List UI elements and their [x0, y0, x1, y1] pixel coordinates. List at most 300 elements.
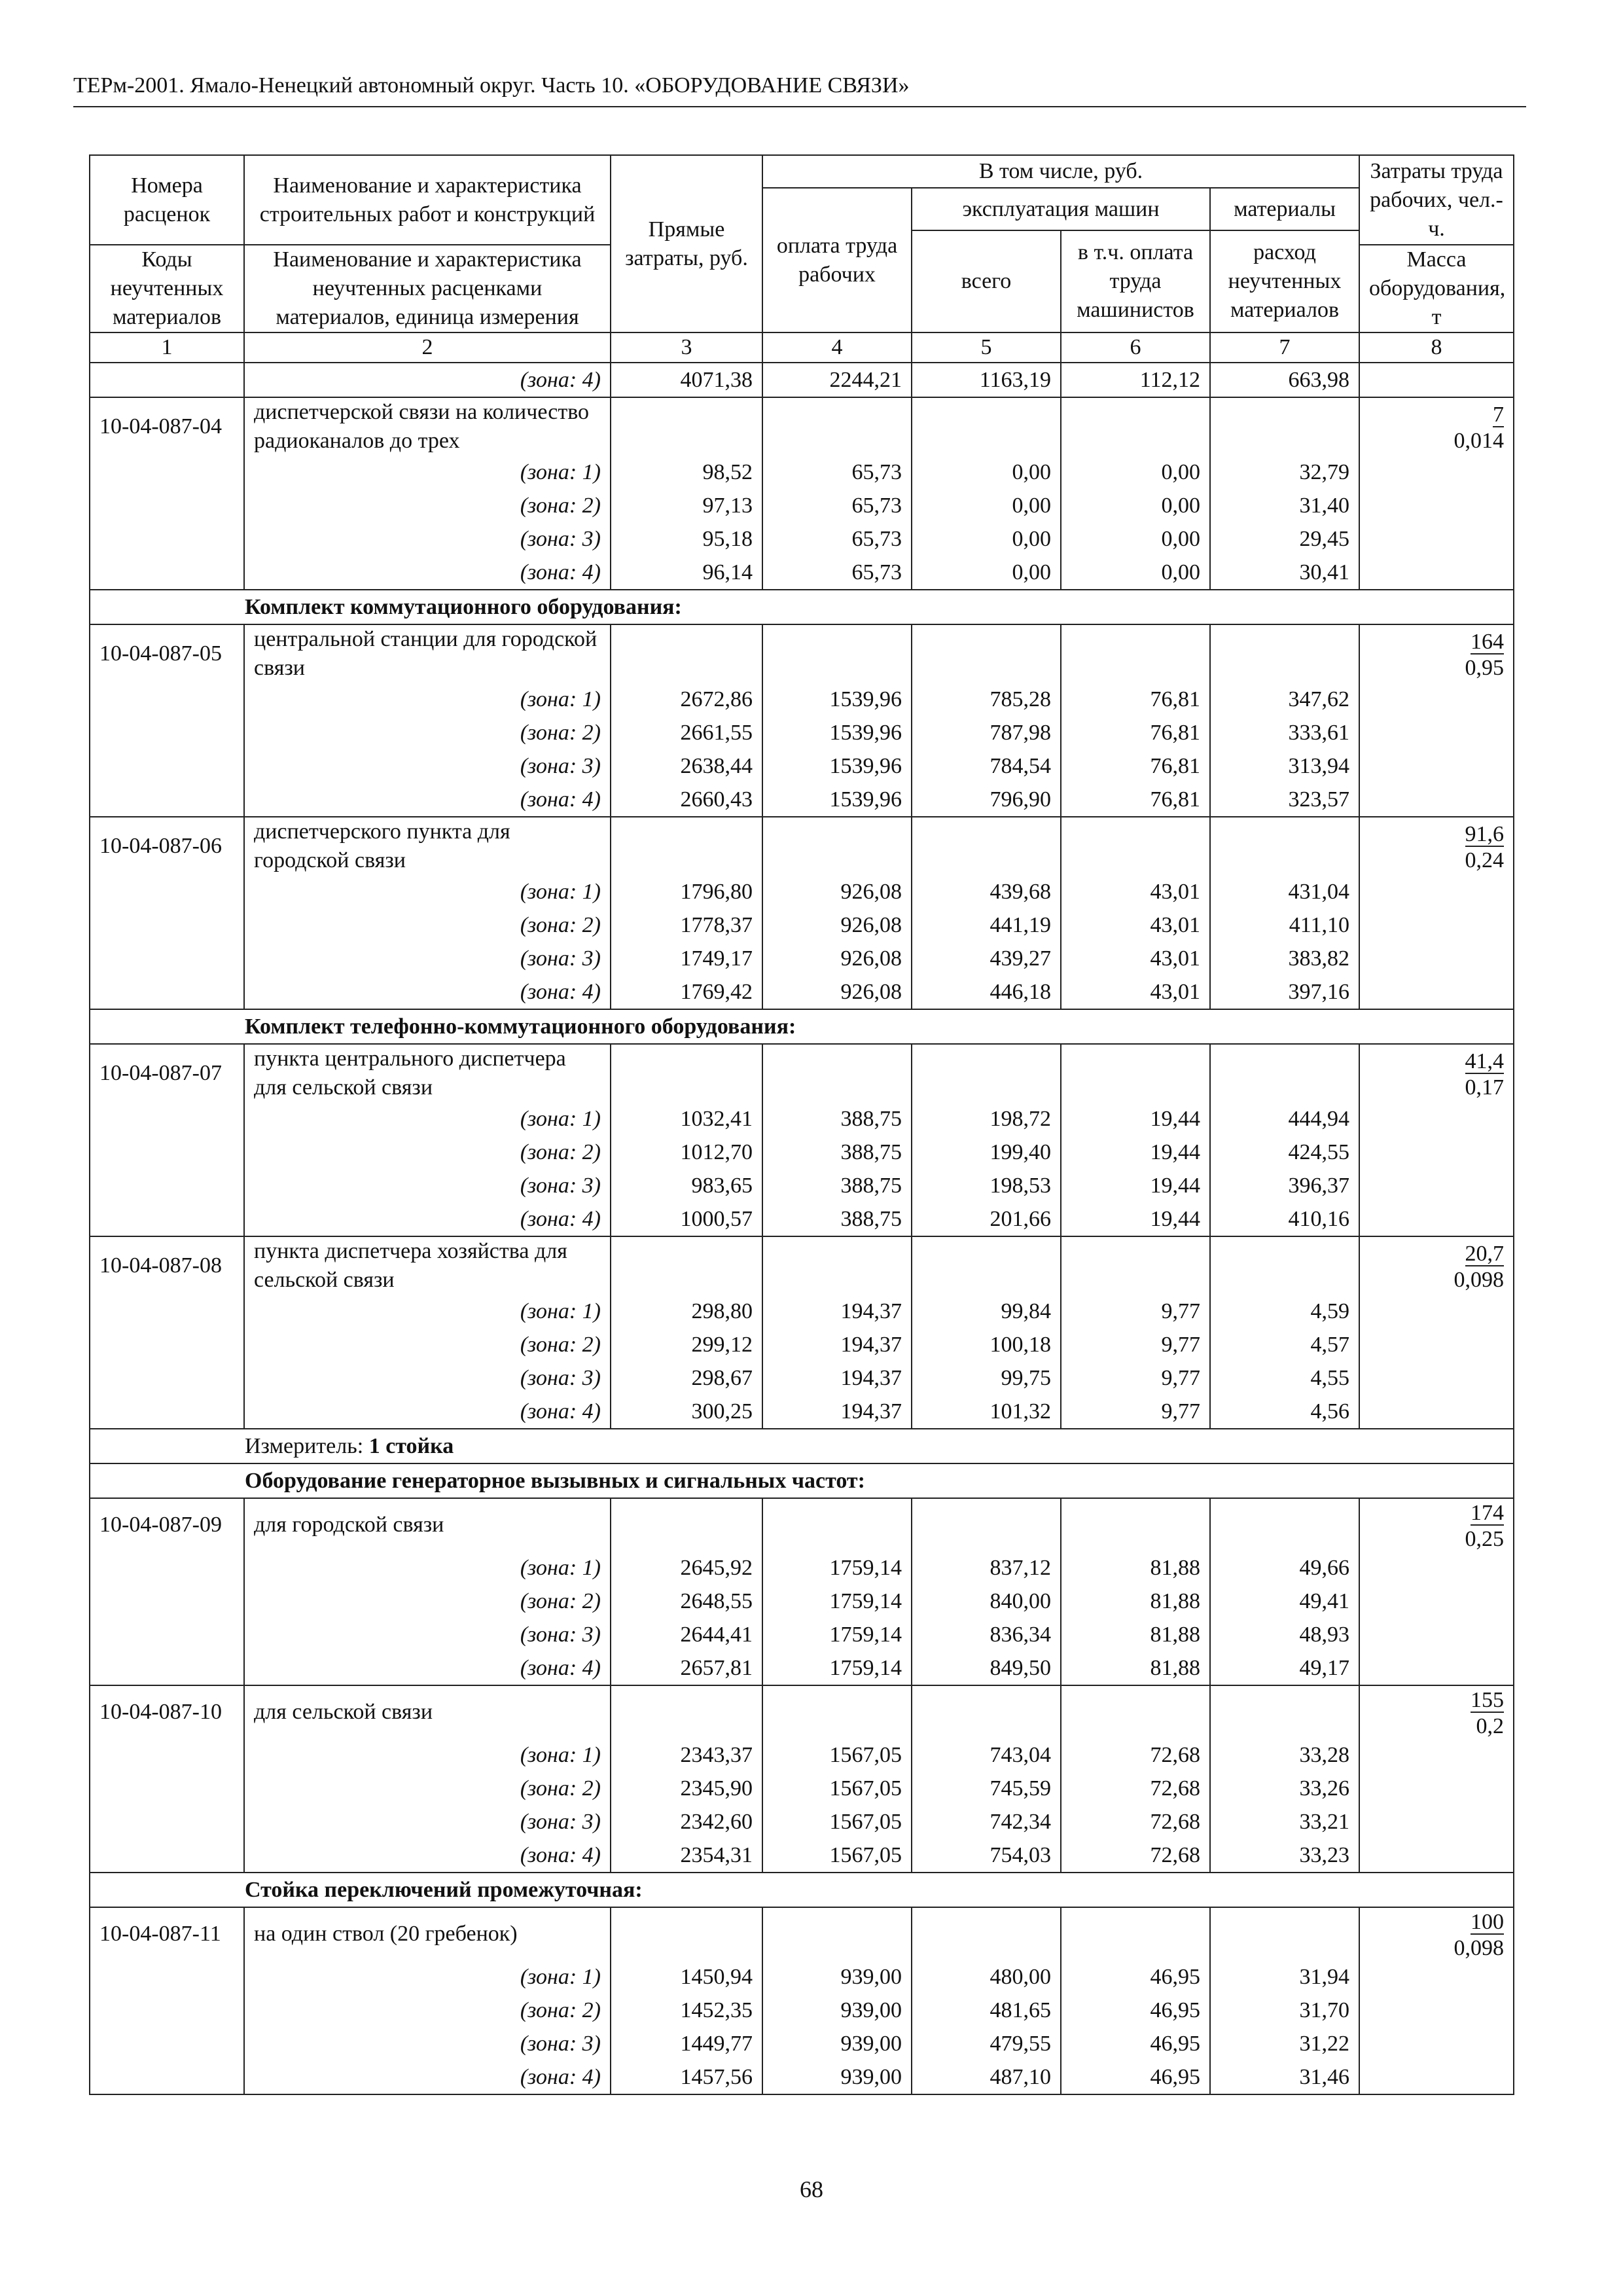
machine-total: 198,53	[912, 1169, 1061, 1202]
direct-cost: 2354,31	[611, 1839, 762, 1873]
zone-row	[90, 1395, 1514, 1429]
equipment-mass: 0,098	[1454, 1268, 1504, 1292]
col-code-top: Номера расценок	[90, 155, 244, 245]
direct-cost: 2644,41	[611, 1618, 762, 1651]
machine-total: 0,00	[912, 522, 1061, 556]
zone-row	[90, 1202, 1514, 1236]
equipment-mass: 0,17	[1465, 1075, 1504, 1100]
labor-pay: 65,73	[762, 456, 912, 489]
labor-mass-cell	[1359, 1618, 1514, 1651]
zone-row	[90, 489, 1514, 522]
empty-cell	[611, 1236, 762, 1295]
machine-total: 487,10	[912, 2060, 1061, 2094]
direct-cost: 4071,38	[611, 363, 762, 397]
section-title: Комплект коммутационного оборудования:	[245, 594, 682, 619]
zone-row	[90, 908, 1514, 942]
materials-cost: 333,61	[1210, 716, 1359, 749]
direct-cost: 1450,94	[611, 1960, 762, 1994]
labor-mass-cell	[1359, 556, 1514, 590]
labor-pay: 65,73	[762, 522, 912, 556]
machine-labor: 76,81	[1061, 683, 1210, 716]
labor-pay: 1759,14	[762, 1651, 912, 1685]
rate-code: 10-04-087-08	[90, 1236, 244, 1295]
rate-code: 10-04-087-07	[90, 1044, 244, 1102]
code-cell	[90, 456, 244, 489]
labor-pay: 194,37	[762, 1361, 912, 1395]
code-cell	[90, 363, 244, 397]
materials-cost: 397,16	[1210, 975, 1359, 1009]
zone-label: (зона: 2)	[244, 1328, 611, 1361]
direct-cost: 97,13	[611, 489, 762, 522]
direct-cost: 983,65	[611, 1169, 762, 1202]
materials-cost: 444,94	[1210, 1102, 1359, 1136]
labor-mass-cell	[1359, 456, 1514, 489]
zone-row	[90, 2027, 1514, 2060]
col-number: 5	[912, 332, 1061, 363]
zone-label: (зона: 3)	[244, 1805, 611, 1839]
labor-mass-cell	[1359, 817, 1514, 875]
zone-row	[90, 1738, 1514, 1772]
machine-total: 199,40	[912, 1136, 1061, 1169]
direct-cost: 1778,37	[611, 908, 762, 942]
empty-cell	[762, 1236, 912, 1295]
labor-pay: 926,08	[762, 875, 912, 908]
rate-row	[90, 1685, 1514, 1738]
labor-pay: 926,08	[762, 908, 912, 942]
machine-labor: 81,88	[1061, 1618, 1210, 1651]
labor-pay: 388,75	[762, 1136, 912, 1169]
empty-cell	[611, 397, 762, 456]
col-name-top: Наименование и характеристика строительных работ и конструкций	[244, 155, 611, 245]
machine-total: 439,27	[912, 942, 1061, 975]
zone-row	[90, 1618, 1514, 1651]
empty-cell	[912, 1044, 1061, 1102]
direct-cost: 2648,55	[611, 1585, 762, 1618]
machine-total: 0,00	[912, 456, 1061, 489]
machine-labor: 76,81	[1061, 783, 1210, 817]
labor-mass-cell	[1359, 1498, 1514, 1551]
materials-cost: 49,41	[1210, 1585, 1359, 1618]
machine-total: 480,00	[912, 1960, 1061, 1994]
zone-row	[90, 749, 1514, 783]
zone-row	[90, 683, 1514, 716]
labor-mass-cell	[1359, 1136, 1514, 1169]
materials-cost: 49,66	[1210, 1551, 1359, 1585]
zone-label: (зона: 3)	[244, 1618, 611, 1651]
labor-pay: 194,37	[762, 1395, 912, 1429]
machine-total: 201,66	[912, 1202, 1061, 1236]
rate-name: для городской связи	[244, 1498, 611, 1551]
empty-cell	[1210, 397, 1359, 456]
machine-labor: 0,00	[1061, 522, 1210, 556]
materials-cost: 31,40	[1210, 489, 1359, 522]
section-row	[90, 1873, 1514, 1907]
labor-mass-cell	[1359, 908, 1514, 942]
labor-mass-cell	[1359, 716, 1514, 749]
empty-cell	[1210, 1044, 1359, 1102]
empty-cell	[1061, 397, 1210, 456]
direct-cost: 2657,81	[611, 1651, 762, 1685]
col-machines: эксплуатация машин	[912, 188, 1210, 230]
equipment-mass: 0,2	[1476, 1714, 1504, 1738]
code-cell	[90, 1169, 244, 1202]
rate-name: на один ствол (20 гребенок)	[244, 1907, 611, 1960]
zone-label: (зона: 4)	[244, 975, 611, 1009]
machine-total: 745,59	[912, 1772, 1061, 1805]
empty-cell	[912, 397, 1061, 456]
section-row-5	[90, 1873, 1514, 1907]
empty-cell	[1061, 1498, 1210, 1551]
zone-label: (зона: 2)	[244, 908, 611, 942]
direct-cost: 95,18	[611, 522, 762, 556]
zone-label: (зона: 3)	[244, 522, 611, 556]
labor-pay: 1539,96	[762, 683, 912, 716]
direct-cost: 1032,41	[611, 1102, 762, 1136]
rate-name: центральной станции для городской связи	[244, 624, 611, 683]
empty-cell	[1210, 817, 1359, 875]
labor-cost: 7	[1493, 403, 1504, 427]
labor-mass-cell	[1359, 1236, 1514, 1295]
zone-label: (зона: 2)	[244, 489, 611, 522]
machine-labor: 112,12	[1061, 363, 1210, 397]
machine-labor: 46,95	[1061, 1960, 1210, 1994]
materials-cost: 4,57	[1210, 1328, 1359, 1361]
direct-cost: 300,25	[611, 1395, 762, 1429]
labor-mass-cell	[1359, 1361, 1514, 1395]
empty-cell	[1210, 624, 1359, 683]
labor-mass-cell	[1359, 1994, 1514, 2027]
labor-pay: 1567,05	[762, 1805, 912, 1839]
empty-cell	[611, 1685, 762, 1738]
section-title: Оборудование генераторное вызывных и сигнальных частот:	[245, 1468, 865, 1493]
code-cell	[90, 1839, 244, 1873]
zone-label: (зона: 1)	[244, 1551, 611, 1585]
machine-labor: 19,44	[1061, 1169, 1210, 1202]
rates-table	[89, 154, 1514, 2095]
materials-cost: 33,21	[1210, 1805, 1359, 1839]
rate-code: 10-04-087-05	[90, 624, 244, 683]
col-number: 3	[611, 332, 762, 363]
direct-cost: 1769,42	[611, 975, 762, 1009]
empty-cell	[912, 1685, 1061, 1738]
rate-code: 10-04-087-09	[90, 1498, 244, 1551]
materials-cost: 49,17	[1210, 1651, 1359, 1685]
labor-mass-cell	[1359, 1295, 1514, 1328]
empty-cell	[762, 1907, 912, 1960]
machine-labor: 46,95	[1061, 2027, 1210, 2060]
col-number: 1	[90, 332, 244, 363]
empty-cell	[1061, 624, 1210, 683]
table-body	[90, 363, 1514, 2094]
code-cell	[90, 2060, 244, 2094]
code-cell	[90, 1585, 244, 1618]
empty-cell	[912, 1907, 1061, 1960]
machine-labor: 9,77	[1061, 1361, 1210, 1395]
machine-total: 742,34	[912, 1805, 1061, 1839]
empty-cell	[762, 624, 912, 683]
empty-cell	[1210, 1685, 1359, 1738]
rate-code: 10-04-087-04	[90, 397, 244, 456]
materials-cost: 48,93	[1210, 1618, 1359, 1651]
col-mach-total: всего	[912, 230, 1061, 332]
zone-label: (зона: 4)	[244, 1202, 611, 1236]
labor-cost: 20,7	[1465, 1242, 1504, 1266]
materials-cost: 383,82	[1210, 942, 1359, 975]
zone-row	[90, 1328, 1514, 1361]
labor-mass-cell	[1359, 1551, 1514, 1585]
materials-cost: 4,55	[1210, 1361, 1359, 1395]
direct-cost: 2342,60	[611, 1805, 762, 1839]
labor-mass-cell	[1359, 1202, 1514, 1236]
zone-label: (зона: 3)	[244, 1169, 611, 1202]
rate-code: 10-04-087-11	[90, 1907, 244, 1960]
direct-cost: 2343,37	[611, 1738, 762, 1772]
materials-cost: 31,94	[1210, 1960, 1359, 1994]
materials-cost: 33,26	[1210, 1772, 1359, 1805]
zone-row	[90, 1169, 1514, 1202]
rate-code: 10-04-087-06	[90, 817, 244, 875]
machine-total: 99,84	[912, 1295, 1061, 1328]
zone-row	[90, 875, 1514, 908]
section-unit: 1 стойка	[368, 1433, 454, 1458]
machine-total: 0,00	[912, 556, 1061, 590]
zone-row	[90, 1585, 1514, 1618]
labor-mass-cell	[1359, 2060, 1514, 2094]
code-cell	[90, 1960, 244, 1994]
labor-mass-cell	[1359, 1960, 1514, 1994]
zone-row	[90, 975, 1514, 1009]
rate-name: диспетчерского пункта для городской связи	[244, 817, 611, 875]
code-cell	[90, 556, 244, 590]
labor-mass-cell	[1359, 1907, 1514, 1960]
labor-mass-cell	[1359, 749, 1514, 783]
section-row	[90, 590, 1514, 624]
machine-total: 198,72	[912, 1102, 1061, 1136]
machine-total: 441,19	[912, 908, 1061, 942]
labor-pay: 194,37	[762, 1328, 912, 1361]
labor-pay: 65,73	[762, 556, 912, 590]
empty-cell	[611, 1907, 762, 1960]
section-title: Стойка переключений промежуточная:	[245, 1877, 643, 1902]
rate-row	[90, 817, 1514, 875]
labor-pay: 1567,05	[762, 1772, 912, 1805]
zone-label: (зона: 1)	[244, 1738, 611, 1772]
empty-cell	[762, 817, 912, 875]
labor-pay: 2244,21	[762, 363, 912, 397]
empty-cell	[912, 624, 1061, 683]
machine-labor: 43,01	[1061, 975, 1210, 1009]
machine-total: 100,18	[912, 1328, 1061, 1361]
labor-pay: 1539,96	[762, 749, 912, 783]
machine-total: 785,28	[912, 683, 1061, 716]
labor-mass-cell	[1359, 2027, 1514, 2060]
code-cell	[90, 1136, 244, 1169]
labor-mass-cell	[1359, 397, 1514, 456]
zone-label: (зона: 2)	[244, 716, 611, 749]
zone-label: (зона: 3)	[244, 1361, 611, 1395]
code-cell	[90, 1551, 244, 1585]
zone-row	[90, 556, 1514, 590]
empty-cell	[912, 1498, 1061, 1551]
materials-cost: 347,62	[1210, 683, 1359, 716]
section-row-4	[90, 1463, 1514, 1498]
machine-total: 481,65	[912, 1994, 1061, 2027]
col-mass: Масса оборудования, т	[1359, 245, 1514, 332]
labor-pay: 939,00	[762, 2060, 912, 2094]
labor-pay: 388,75	[762, 1102, 912, 1136]
zone-label: (зона: 1)	[244, 1960, 611, 1994]
labor-mass-cell	[1359, 624, 1514, 683]
labor-cost: 100	[1471, 1910, 1504, 1934]
machine-labor: 76,81	[1061, 749, 1210, 783]
equipment-mass: 0,098	[1454, 1936, 1504, 1960]
zone-row	[90, 783, 1514, 817]
machine-labor: 76,81	[1061, 716, 1210, 749]
machine-total: 101,32	[912, 1395, 1061, 1429]
code-cell	[90, 783, 244, 817]
code-cell	[90, 1994, 244, 2027]
labor-mass-cell	[1359, 942, 1514, 975]
materials-cost: 424,55	[1210, 1136, 1359, 1169]
materials-cost: 411,10	[1210, 908, 1359, 942]
section-row-2	[90, 1009, 1514, 1044]
materials-cost: 431,04	[1210, 875, 1359, 908]
code-cell	[90, 1395, 244, 1429]
machine-labor: 19,44	[1061, 1102, 1210, 1136]
labor-mass-cell	[1359, 1328, 1514, 1361]
code-cell	[90, 1202, 244, 1236]
zone-row	[90, 1772, 1514, 1805]
zone-row	[90, 1651, 1514, 1685]
empty-cell	[1210, 1498, 1359, 1551]
zone-label: (зона: 3)	[244, 942, 611, 975]
rate-row	[90, 1907, 1514, 1960]
rate-name: диспетчерской связи на количество радиоканалов до трех	[244, 397, 611, 456]
col-number: 6	[1061, 332, 1210, 363]
labor-mass-cell	[1359, 683, 1514, 716]
labor-pay: 1567,05	[762, 1738, 912, 1772]
machine-total: 439,68	[912, 875, 1061, 908]
empty-cell	[762, 1685, 912, 1738]
zone-label: (зона: 1)	[244, 1295, 611, 1328]
empty-cell	[611, 1044, 762, 1102]
zone-label: (зона: 4)	[244, 783, 611, 817]
machine-labor: 43,01	[1061, 908, 1210, 942]
code-cell	[90, 716, 244, 749]
machine-labor: 9,77	[1061, 1328, 1210, 1361]
col-number: 8	[1359, 332, 1514, 363]
zone-row	[90, 1960, 1514, 1994]
col-number: 4	[762, 332, 912, 363]
zone-label: (зона: 2)	[244, 1136, 611, 1169]
materials-cost: 323,57	[1210, 783, 1359, 817]
labor-mass-cell	[1359, 1651, 1514, 1685]
materials-cost: 31,46	[1210, 2060, 1359, 2094]
empty-cell	[1061, 817, 1210, 875]
labor-mass-cell	[1359, 1685, 1514, 1738]
zone-row	[90, 1136, 1514, 1169]
section-title: Комплект телефонно-коммутационного оборудования:	[245, 1014, 796, 1039]
col-code-bottom: Коды неучтенных материалов	[90, 245, 244, 332]
code-cell	[90, 749, 244, 783]
machine-labor: 19,44	[1061, 1202, 1210, 1236]
rate-row	[90, 624, 1514, 683]
zone-label: (зона: 4)	[244, 556, 611, 590]
machine-labor: 46,95	[1061, 1994, 1210, 2027]
labor-cost: 174	[1471, 1501, 1504, 1525]
labor-mass-cell	[1359, 1102, 1514, 1136]
materials-cost: 4,59	[1210, 1295, 1359, 1328]
labor-pay: 1759,14	[762, 1585, 912, 1618]
zone-row	[90, 2060, 1514, 2094]
rate-name: пункта диспетчера хозяйства для сельской связи	[244, 1236, 611, 1295]
zone-row	[90, 1295, 1514, 1328]
direct-cost: 1012,70	[611, 1136, 762, 1169]
labor-pay: 939,00	[762, 2027, 912, 2060]
machine-labor: 72,68	[1061, 1738, 1210, 1772]
materials-cost: 396,37	[1210, 1169, 1359, 1202]
page-header: ТЕРм-2001. Ямало-Ненецкий автономный округ. Часть 10. «ОБОРУДОВАНИЕ СВЯЗИ»	[73, 73, 910, 98]
labor-mass-cell	[1359, 1839, 1514, 1873]
machine-total: 479,55	[912, 2027, 1061, 2060]
zone-label: (зона: 4)	[244, 363, 611, 397]
col-incl: В том числе, руб.	[762, 155, 1359, 188]
labor-cost: 164	[1471, 630, 1504, 654]
zone-label: (зона: 1)	[244, 1102, 611, 1136]
section-row	[90, 1009, 1514, 1044]
zone-label: (зона: 1)	[244, 683, 611, 716]
machine-total: 840,00	[912, 1585, 1061, 1618]
machine-labor: 81,88	[1061, 1551, 1210, 1585]
equipment-mass: 0,014	[1454, 429, 1504, 453]
labor-mass-cell	[1359, 489, 1514, 522]
direct-cost: 2345,90	[611, 1772, 762, 1805]
labor-pay: 388,75	[762, 1202, 912, 1236]
equipment-mass: 0,24	[1465, 848, 1504, 872]
labor-mass-cell	[1359, 875, 1514, 908]
labor-pay: 1539,96	[762, 783, 912, 817]
rate-code: 10-04-087-10	[90, 1685, 244, 1738]
materials-cost: 410,16	[1210, 1202, 1359, 1236]
zone-label: (зона: 2)	[244, 1585, 611, 1618]
rate-row	[90, 1498, 1514, 1551]
zone-row	[90, 1994, 1514, 2027]
empty-cell	[1061, 1685, 1210, 1738]
machine-total: 784,54	[912, 749, 1061, 783]
section-prefix: Измеритель:	[245, 1433, 369, 1458]
direct-cost: 2638,44	[611, 749, 762, 783]
labor-mass-cell	[1359, 1738, 1514, 1772]
materials-cost: 31,70	[1210, 1994, 1359, 2027]
labor-pay: 65,73	[762, 489, 912, 522]
equipment-mass: 0,95	[1465, 656, 1504, 680]
code-cell	[90, 1772, 244, 1805]
code-cell	[90, 1102, 244, 1136]
machine-total: 849,50	[912, 1651, 1061, 1685]
empty-cell	[611, 817, 762, 875]
section-row	[90, 1429, 1514, 1463]
labor-mass-cell	[1359, 1395, 1514, 1429]
labor-pay: 939,00	[762, 1994, 912, 2027]
machine-total: 446,18	[912, 975, 1061, 1009]
machine-labor: 43,01	[1061, 942, 1210, 975]
empty-cell	[611, 1498, 762, 1551]
labor-pay: 1759,14	[762, 1551, 912, 1585]
empty-cell	[762, 397, 912, 456]
col-direct: Прямые затраты, руб.	[611, 155, 762, 332]
machine-labor: 19,44	[1061, 1136, 1210, 1169]
col-materials: материалы	[1210, 188, 1359, 230]
